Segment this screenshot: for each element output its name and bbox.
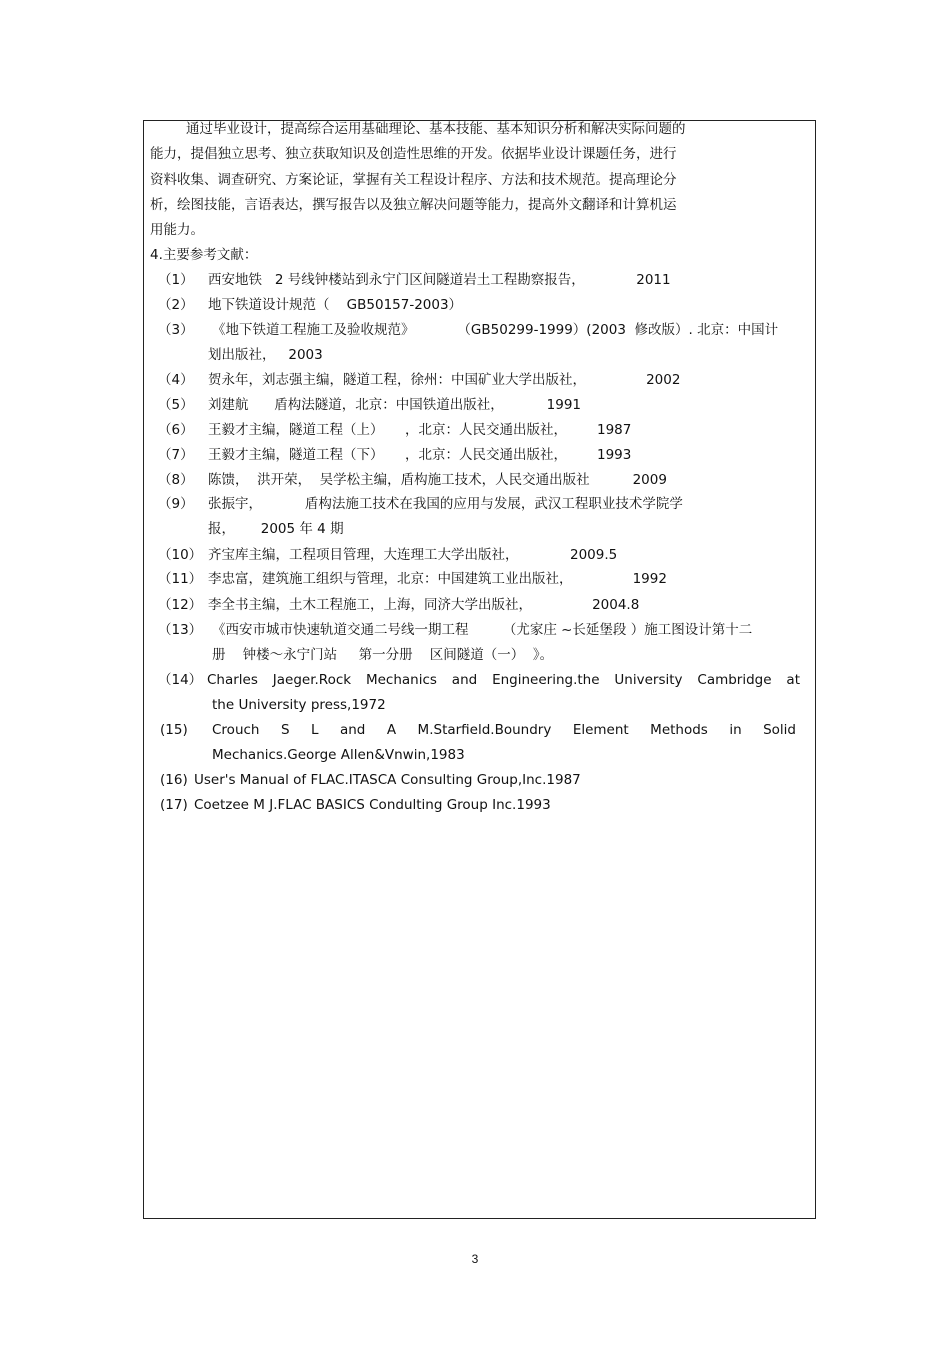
reference-text: Charles Jaeger.Rock Mechanics and Engineering.the University Cambridge at <box>207 672 800 688</box>
reference-text: 地下铁道设计规范（ GB50157-2003） <box>208 297 463 313</box>
reference-number: （3） <box>158 322 194 338</box>
reference-text: 划出版社， 2003 <box>208 347 323 363</box>
reference-text: 李忠富，建筑施工组织与管理，北京：中国建筑工业出版社， 1992 <box>208 571 667 587</box>
reference-number: (15) <box>160 722 188 738</box>
reference-number: （6） <box>158 422 194 438</box>
reference-number: （9） <box>158 496 194 512</box>
reference-number: (17) <box>160 797 188 813</box>
reference-text: 张振宇， 盾构法施工技术在我国的应用与发展，武汉工程职业技术学院学 <box>208 496 683 512</box>
reference-number: （4） <box>158 372 194 388</box>
reference-text: 西安地铁 2 号线钟楼站到永宁门区间隧道岩土工程勘察报告， 2011 <box>208 272 671 288</box>
page-number: 3 <box>471 1252 479 1266</box>
reference-text: 李全书主编，土木工程施工，上海，同济大学出版社， 2004.8 <box>208 597 640 613</box>
reference-number: (16) <box>160 772 188 788</box>
intro-line: 通过毕业设计，提高综合运用基础理论、基本技能、基本知识分析和解决实际问题的 <box>186 121 686 137</box>
reference-text: 《西安市城市快速轨道交通二号线一期工程 （尤家庄 ~长延堡段 ）施工图设计第十二 <box>212 622 753 638</box>
reference-text: the University press,1972 <box>212 697 386 713</box>
reference-text: 刘建航 盾构法隧道，北京：中国铁道出版社， 1991 <box>208 397 582 413</box>
reference-text: Crouch S L and A M.Starfield.Boundry Element Methods in Solid <box>212 722 796 738</box>
reference-number: （7） <box>158 447 194 463</box>
reference-number: （12） <box>158 597 203 613</box>
reference-number: （14） <box>158 672 203 688</box>
reference-number: （8） <box>158 472 194 488</box>
reference-text: 陈馈， 洪开荣， 吴学松主编，盾构施工技术，人民交通出版社 2009 <box>208 472 667 488</box>
reference-number: （2） <box>158 297 194 313</box>
reference-number: （5） <box>158 397 194 413</box>
intro-line: 用能力。 <box>150 222 204 238</box>
intro-line: 资料收集、调查研究、方案论证，掌握有关工程设计程序、方法和技术规范。提高理论分 <box>150 172 677 188</box>
reference-text: Mechanics.George Allen&Vnwin,1983 <box>212 747 465 763</box>
reference-number: （1） <box>158 272 194 288</box>
reference-number: （10） <box>158 547 203 563</box>
reference-text: 册 钟楼～永宁门站 第一分册 区间隧道（一） 》。 <box>212 647 554 663</box>
reference-text: Coetzee M J.FLAC BASICS Condulting Group Inc.1993 <box>194 797 551 813</box>
reference-text: 王毅才主编，隧道工程（下） ，北京：人民交通出版社， 1993 <box>208 447 632 463</box>
intro-line: 析，绘图技能，言语表达，撰写报告以及独立解决问题等能力，提高外文翻译和计算机运 <box>150 197 677 213</box>
reference-text: 贺永年，刘志强主编，隧道工程，徐州：中国矿业大学出版社， 2002 <box>208 372 681 388</box>
reference-text: 齐宝库主编，工程项目管理，大连理工大学出版社， 2009.5 <box>208 547 618 563</box>
reference-text: 《地下铁道工程施工及验收规范》 （GB50299-1999）(2003 修改版）. 北京：中国计 <box>212 322 779 338</box>
reference-text: 报， 2005 年 4 期 <box>208 521 344 537</box>
reference-number: （11） <box>158 571 203 587</box>
reference-text: User's Manual of FLAC.ITASCA Consulting Group,Inc.1987 <box>194 772 581 788</box>
reference-text: 王毅才主编，隧道工程（上） ，北京：人民交通出版社， 1987 <box>208 422 632 438</box>
reference-number: （13） <box>158 622 203 638</box>
intro-line: 能力，提倡独立思考、独立获取知识及创造性思维的开发。依据毕业设计课题任务，进行 <box>150 146 677 162</box>
references-heading: 4.主要参考文献： <box>150 247 258 263</box>
